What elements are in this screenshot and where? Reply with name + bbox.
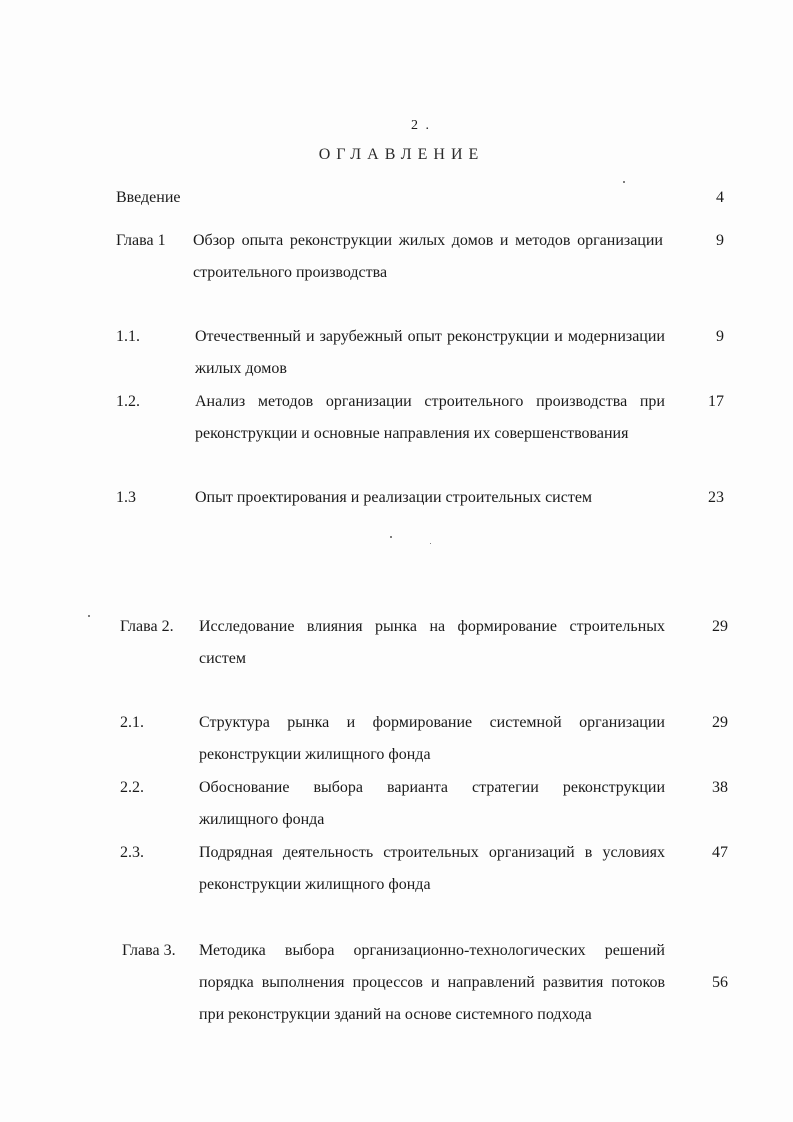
scan-speck: [430, 543, 431, 544]
toc-entry-page: 38: [712, 779, 728, 796]
toc-entry-text: Отечественный и зарубежный опыт реконструкции и модернизации жилых домов: [195, 328, 665, 377]
page-title: ОГЛАВЛЕНИЕ: [318, 146, 485, 163]
toc-entry-chapter-3: [0, 935, 793, 1063]
toc-entry-label: 1.1.: [116, 328, 140, 345]
toc-entry-label: 2.2.: [120, 779, 144, 796]
toc-entry-label: 1.3: [116, 489, 136, 506]
page-number: 2 .: [411, 118, 431, 133]
toc-entry-label: Глава 1: [116, 232, 166, 249]
toc-entry-page: 9: [716, 328, 724, 345]
toc-entry-text: Подрядная деятельность строительных организаций в условиях реконструкции жилищного фонда: [199, 844, 665, 893]
toc-entry-label: Глава 2.: [120, 618, 174, 635]
toc-entry-label: 1.2.: [116, 393, 140, 410]
scan-speck: [88, 615, 90, 617]
toc-entry-text: Опыт проектирования и реализации строительных систем: [195, 489, 593, 506]
toc-entry-label: Введение: [116, 189, 181, 206]
toc-entry-text: Обзор опыта реконструкции жилых домов и методов организации строительного производства: [193, 232, 663, 281]
toc-entry-page: 17: [708, 393, 724, 410]
toc-entry-section-2-2: [0, 772, 793, 836]
toc-entry-text: Обоснование выбора варианта стратегии реконструкции жилищного фонда: [199, 779, 665, 828]
toc-entry-section-1-2: [0, 386, 793, 482]
toc-entry-page: 29: [712, 618, 728, 635]
toc-entry-chapter-1: [0, 225, 793, 289]
scan-speck: [390, 536, 392, 538]
toc-entry-text: Структура рынка и формирование системной организации реконструкции жилищного фонда: [199, 714, 665, 763]
toc-entry-intro: [0, 182, 793, 214]
toc-entry-section-1-1: [0, 321, 793, 385]
toc-entry-page: 9: [716, 232, 724, 249]
toc-entry-page: 56: [712, 974, 728, 991]
toc-entry-section-2-3: [0, 837, 793, 901]
toc-entry-text: Исследование влияния рынка на формирование строительных систем: [199, 618, 665, 667]
toc-entry-text: Методика выбора организационно-технологических решений порядка выполнения процессов и направлений развития потоков при реконструкции зданий на основе системного подхода: [199, 942, 665, 1023]
toc-entry-section-2-1: [0, 707, 793, 771]
toc-entry-text: Анализ методов организации строительного производства при реконструкции и основные направления их совершенствования: [195, 393, 665, 442]
toc-entry-page: 4: [716, 189, 724, 206]
scan-speck: [623, 181, 625, 183]
toc-entry-chapter-2: [0, 611, 793, 675]
toc-entry-label: 2.1.: [120, 714, 144, 731]
toc-entry-page: 47: [712, 844, 728, 861]
toc-entry-section-1-3: [0, 482, 793, 546]
toc-entry-label: Глава 3.: [122, 942, 176, 959]
toc-entry-label: 2.3.: [120, 844, 144, 861]
toc-entry-page: 23: [708, 489, 724, 506]
toc-entry-page: 29: [712, 714, 728, 731]
